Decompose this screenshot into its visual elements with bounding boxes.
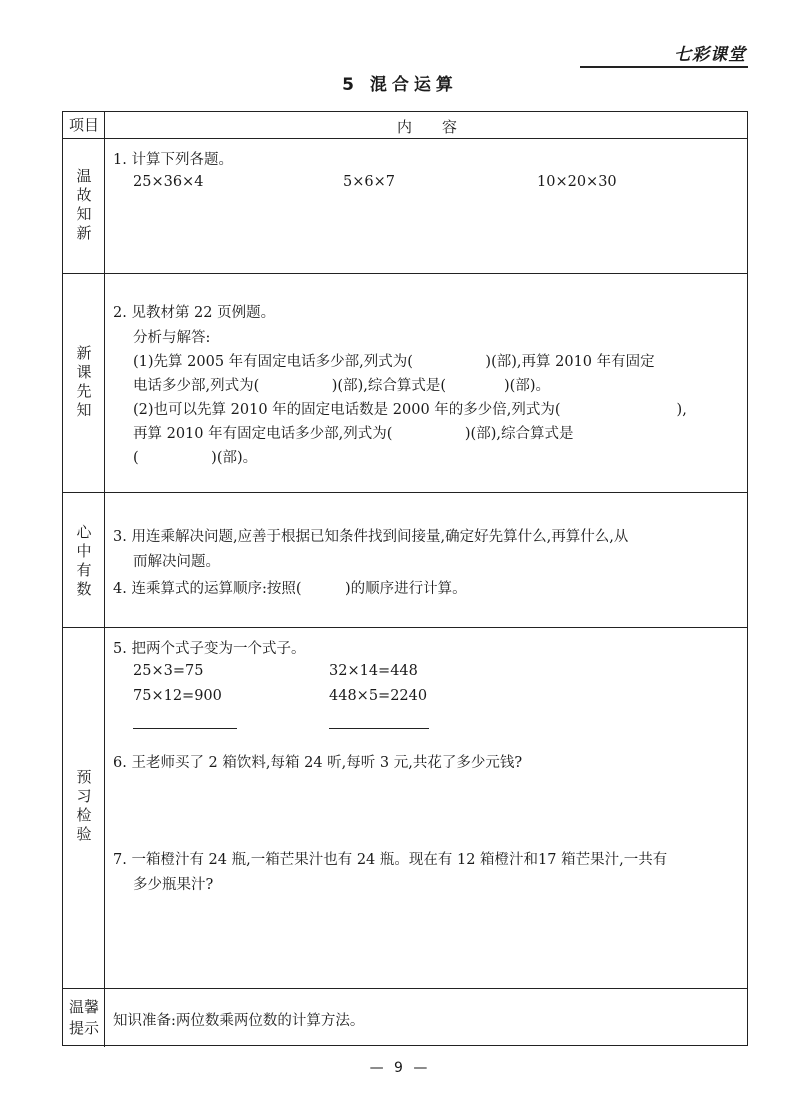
q1-title: 1. 计算下列各题。: [113, 152, 233, 168]
section-tips: [63, 989, 747, 1047]
brand-logo: 七彩课堂: [674, 45, 746, 65]
column-header-item: 项目: [68, 116, 99, 134]
q5-expr: 25×3=75: [133, 663, 204, 679]
section-label-preview: [63, 274, 105, 492]
section-check: [63, 628, 747, 989]
section-label-review: [63, 139, 105, 273]
q2-line: ( )(部)。: [133, 450, 258, 466]
section-label-key-points: [63, 493, 105, 627]
q2-line: (2)也可以先算 2010 年的固定电话数是 2000 年的多少倍,列式为( ),: [133, 402, 687, 418]
worksheet-table: [62, 111, 748, 1046]
q5-expr: 448×5=2240: [329, 688, 428, 704]
q5-expr: 32×14=448: [329, 663, 418, 679]
table-header-row: [63, 112, 747, 139]
section-label-check: [63, 628, 105, 988]
section-label-line: 提示: [68, 1019, 99, 1037]
q3-line: 3. 用连乘解决问题,应善于根据已知条件找到间接量,确定好先算什么,再算什么,从: [113, 529, 629, 545]
q2-line: 2. 见教材第 22 页例题。: [113, 305, 276, 321]
page-title: 5 混合运算: [342, 75, 458, 95]
q7-line: 多少瓶果汁?: [133, 877, 214, 893]
header-item-cell: [63, 112, 105, 138]
q1-expr: 5×6×7: [343, 174, 395, 190]
section-review: [63, 139, 747, 274]
section-label-tips: [63, 989, 105, 1047]
q6-text: 6. 王老师买了 2 箱饮料,每箱 24 听,每听 3 元,共花了多少元钱?: [113, 755, 523, 771]
section-preview: [63, 274, 747, 493]
header-rule: [580, 66, 748, 68]
q2-line: 电话多少部,列式为( )(部),综合算式是( )(部)。: [133, 378, 550, 394]
q3-line: 而解决问题。: [133, 554, 220, 570]
q2-line: 分析与解答:: [133, 330, 211, 346]
section-label-text: 预习检验: [76, 768, 92, 843]
answer-blank[interactable]: [133, 728, 237, 729]
tip-text: 知识准备:两位数乘两位数的计算方法。: [113, 1013, 365, 1029]
q1-expr: 25×36×4: [133, 174, 204, 190]
q4-line: 4. 连乘算式的运算顺序:按照( )的顺序进行计算。: [113, 581, 467, 597]
q2-line: 再算 2010 年有固定电话多少部,列式为( )(部),综合算式是: [133, 426, 574, 442]
q5-expr: 75×12=900: [133, 688, 222, 704]
section-key-points: [63, 493, 747, 628]
section-label-text: 新课先知: [76, 344, 92, 419]
q2-line: (1)先算 2005 年有固定电话多少部,列式为( )(部),再算 2010 年有固定: [133, 354, 655, 370]
q1-expr: 10×20×30: [537, 174, 617, 190]
q5-title: 5. 把两个式子变为一个式子。: [113, 641, 306, 657]
section-label-text: 心中有数: [76, 523, 92, 598]
column-header-content: 内 容: [396, 118, 457, 136]
answer-blank[interactable]: [329, 728, 429, 729]
page-number: — 9 —: [369, 1060, 431, 1076]
section-label-text: 温故知新: [76, 167, 92, 242]
section-label-line: 温馨: [68, 998, 99, 1016]
q7-line: 7. 一箱橙汁有 24 瓶,一箱芒果汁也有 24 瓶。现在有 12 箱橙汁和17 箱芒果汁,一共有: [113, 852, 668, 868]
